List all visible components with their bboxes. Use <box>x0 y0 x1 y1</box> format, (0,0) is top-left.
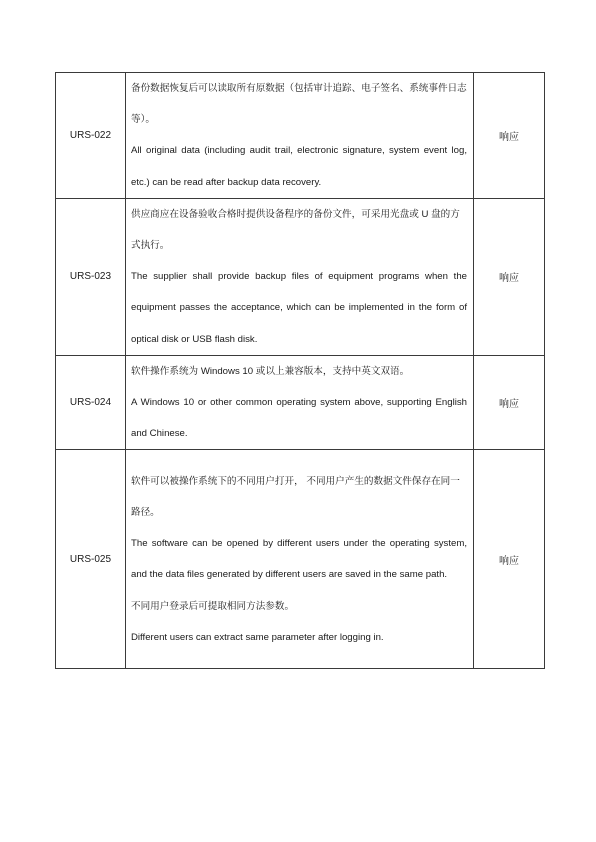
description-zh: 备份数据恢复后可以读取所有原数据（包括审计追踪、电子签名、系统事件日志等）。 <box>131 83 467 126</box>
description-en: The software can be opened by different users under the operating system, and the data files generated by different users are saved in the same path. <box>131 538 467 581</box>
description-en: All original data (including audit trail, electronic signature, system event log, etc.) can be read after backup data recovery. <box>131 145 467 188</box>
description-zh: 软件可以被操作系统下的不同用户打开， 不同用户产生的数据文件保存在同一路径。 <box>131 475 460 519</box>
description-zh: 软件操作系统为 Windows 10 或以上兼容版本，支持中英文双语。 <box>131 365 410 377</box>
description-en: A Windows 10 or other common operating system above, supporting English and Chinese. <box>131 397 467 440</box>
requirement-id: URS-025 <box>56 450 126 669</box>
requirement-description <box>126 450 474 669</box>
requirement-description <box>126 73 474 199</box>
requirement-id: URS-023 <box>56 198 126 355</box>
table-row <box>56 73 545 199</box>
requirement-description <box>126 198 474 355</box>
requirements-table <box>55 72 545 669</box>
response-status: 响应 <box>474 355 545 450</box>
description-zh: 不同用户登录后可提取相同方法参数。 <box>131 600 295 612</box>
description-en: Different users can extract same parameter after logging in. <box>131 631 384 643</box>
requirement-id: URS-024 <box>56 355 126 450</box>
description-zh: 供应商应在设备验收合格时提供设备程序的备份文件，可采用光盘或 U 盘的方式执行。 <box>131 208 460 252</box>
description-en: The supplier shall provide backup files of equipment programs when the equipment passes the acceptance, which can be implemented in the form of optical disk or USB flash disk. <box>131 271 467 345</box>
table-row <box>56 450 545 669</box>
table-row <box>56 355 545 450</box>
response-status: 响应 <box>474 450 545 669</box>
table-row <box>56 198 545 355</box>
response-status: 响应 <box>474 73 545 199</box>
requirement-id: URS-022 <box>56 73 126 199</box>
response-status: 响应 <box>474 198 545 355</box>
requirement-description <box>126 355 474 450</box>
